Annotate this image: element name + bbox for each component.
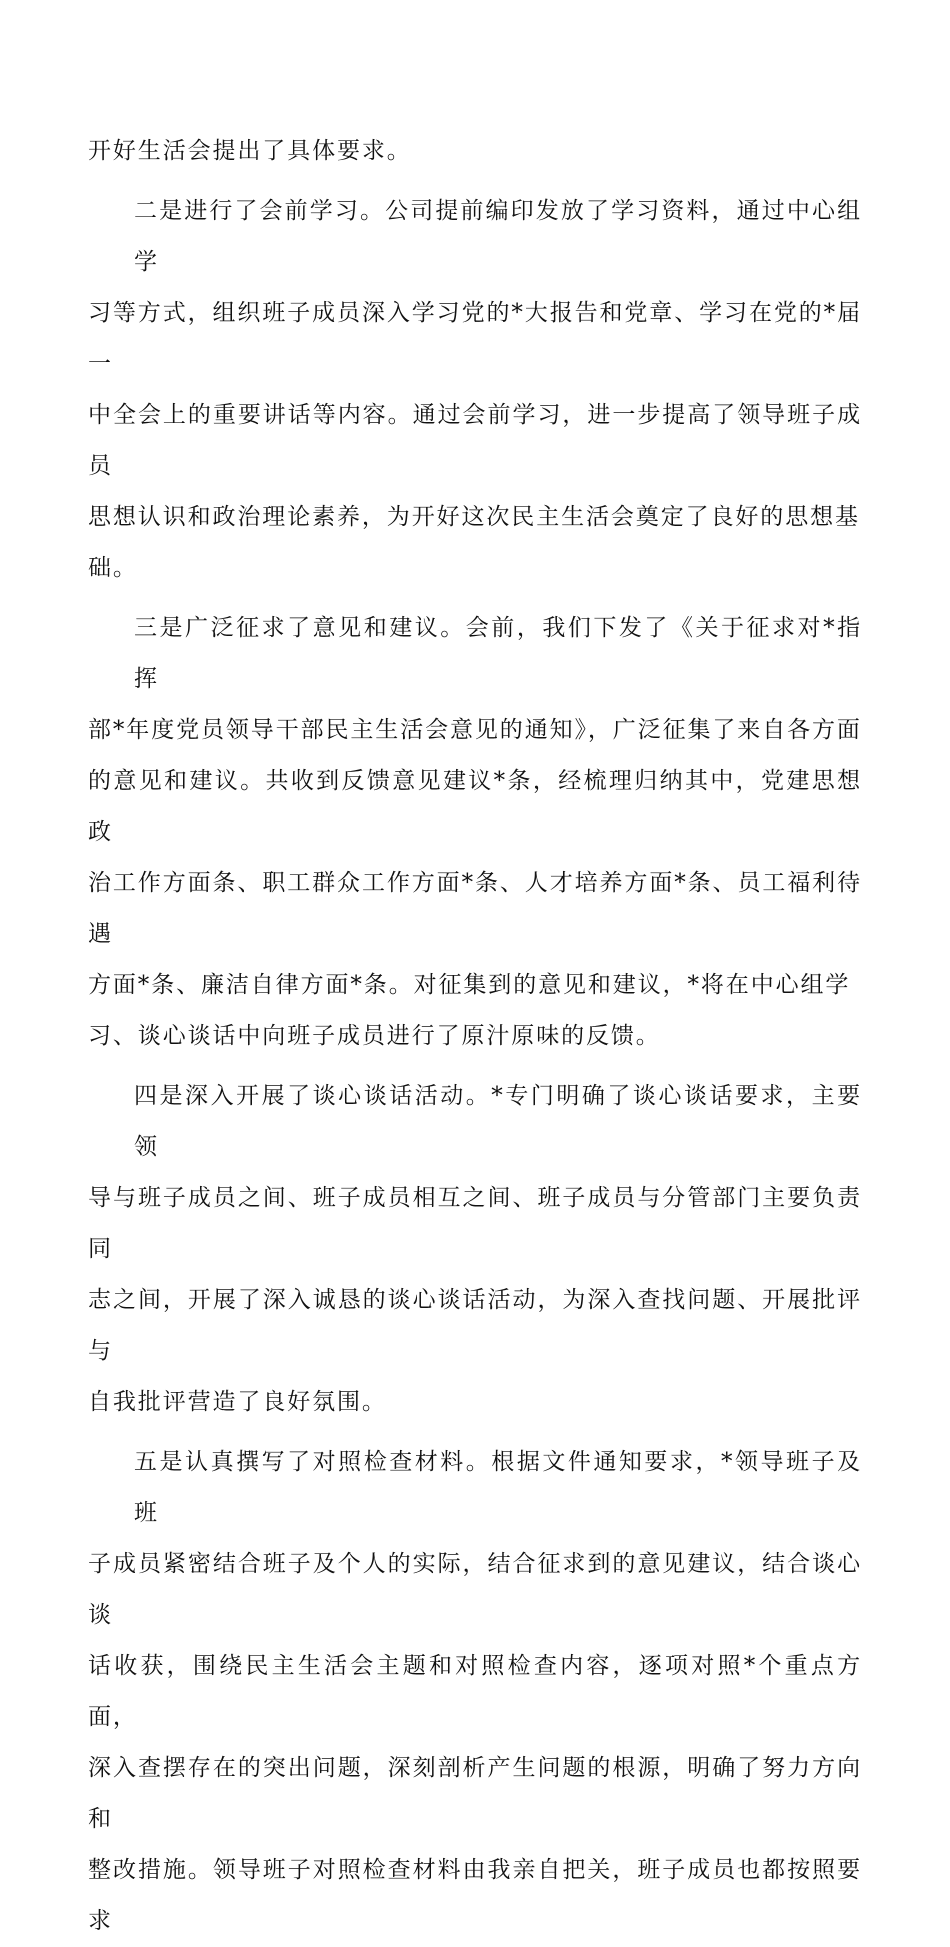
document-body <box>88 126 862 1947</box>
text-line: 整改措施。领导班子对照检查材料由我亲自把关，班子成员也都按照要求 <box>88 1857 862 1934</box>
paragraph-pre-meeting-study <box>88 186 862 594</box>
text-line: 四是深入开展了谈心谈话活动。*专门明确了谈心谈话要求，主要领 <box>134 1083 862 1160</box>
text-line: 习等方式，组织班子成员深入学习党的*大报告和党章、学习在党的*届一 <box>88 300 862 377</box>
text-line: 三是广泛征求了意见和建议。会前，我们下发了《关于征求对*指挥 <box>134 615 862 692</box>
text-line: 中全会上的重要讲话等内容。通过会前学习，进一步提高了领导班子成员 <box>88 402 862 479</box>
text-line: 二是进行了会前学习。公司提前编印发放了学习资料，通过中心组学 <box>134 198 862 275</box>
text-line: 话收获，围绕民主生活会主题和对照检查内容，逐项对照*个重点方面， <box>88 1653 862 1730</box>
text-line: 部*年度党员领导干部民主生活会意见的通知》，广泛征集了来自各方面 <box>88 717 862 743</box>
paragraph-solicit-opinions <box>88 603 862 1062</box>
text-line: 习、谈心谈话中向班子成员进行了原汁原味的反馈。 <box>88 1023 661 1049</box>
text-line: 自我批评营造了良好氛围。 <box>88 1389 387 1415</box>
text-line: 的意见和建议。共收到反馈意见建议*条，经梳理归纳其中，党建思想政 <box>88 768 862 845</box>
text-line: 方面*条、廉洁自律方面*条。对征集到的意见和建议，*将在中心组学 <box>88 972 851 998</box>
text-line: 治工作方面条、职工群众工作方面*条、人才培养方面*条、员工福利待遇 <box>88 870 862 947</box>
paragraph-review-materials <box>88 1437 862 1947</box>
text-line: 开好生活会提出了具体要求。 <box>88 138 412 164</box>
text-line: 子成员紧密结合班子及个人的实际，结合征求到的意见建议，结合谈心谈 <box>88 1551 862 1628</box>
text-line: 思想认识和政治理论素养，为开好这次民主生活会奠定了良好的思想基 <box>88 504 860 530</box>
text-line: 深入查摆存在的突出问题，深刻剖析产生问题的根源，明确了努力方向和 <box>88 1755 862 1832</box>
paragraph-continuation <box>88 126 862 177</box>
paragraph-heart-to-heart-talks <box>88 1071 862 1428</box>
text-line: 志之间，开展了深入诚恳的谈心谈话活动，为深入查找问题、开展批评与 <box>88 1287 862 1364</box>
text-line: 导与班子成员之间、班子成员相互之间、班子成员与分管部门主要负责同 <box>88 1185 862 1262</box>
text-line: 五是认真撰写了对照检查材料。根据文件通知要求，*领导班子及班 <box>134 1449 862 1526</box>
text-line: 础。 <box>88 555 138 581</box>
